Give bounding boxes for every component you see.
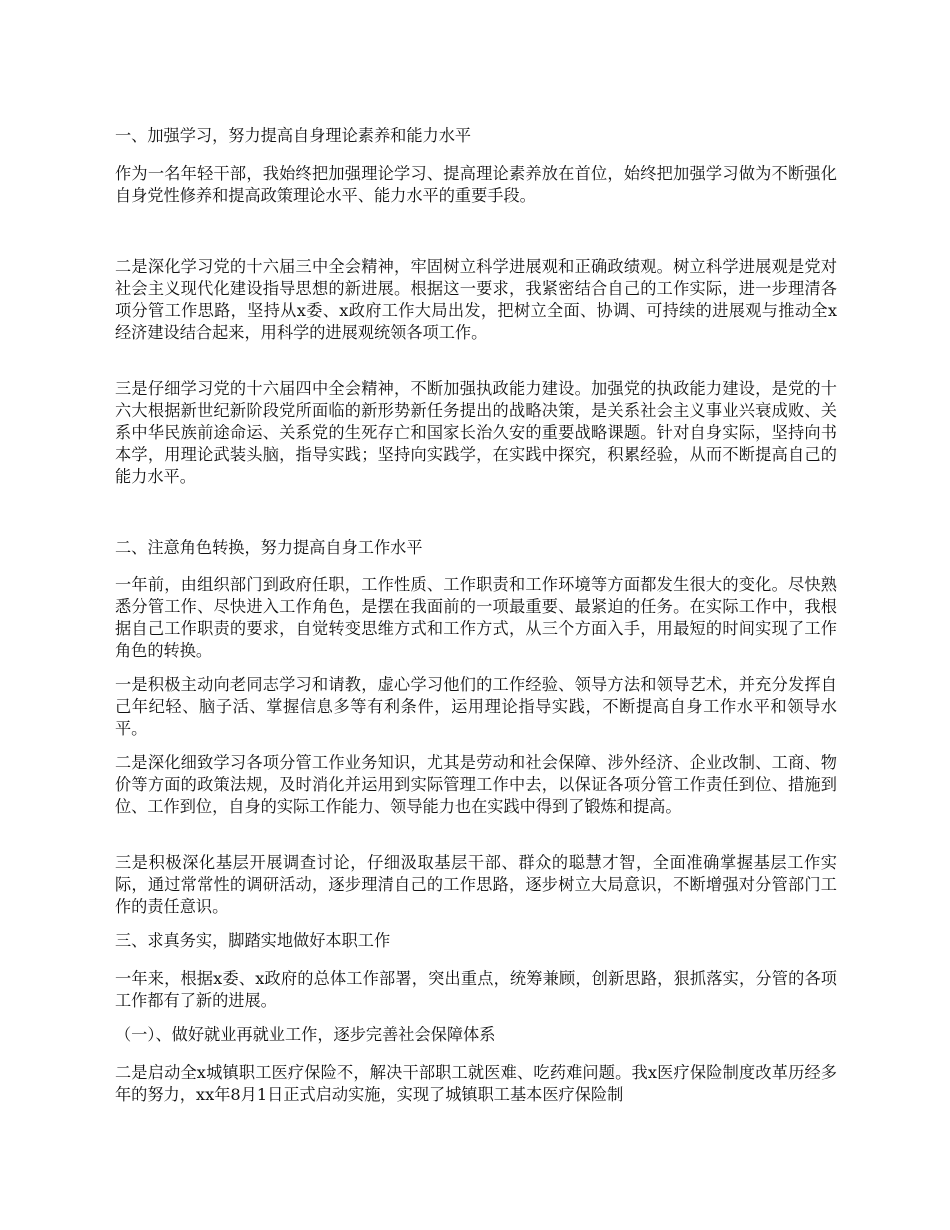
paragraph: 二是启动全x城镇职工医疗保险不，解决干部职工就医难、吃药难问题。我x医疗保险制度改革历经多年的努力，xx年8月1日正式启动实施，实现了城镇职工基本医疗保险制 xyxy=(115,1063,837,1104)
paragraph: 一是积极主动向老同志学习和请教，虚心学习他们的工作经验、领导方法和领导艺术，并充分发挥自己年纪轻、脑子活、掌握信息多等有利条件，运用理论指导实践，不断提高自身工作水平和领导水平。 xyxy=(115,675,837,738)
paragraph: 三是仔细学习党的十六届四中全会精神，不断加强执政能力建设。加强党的执政能力建设，是党的十六大根据新世纪新阶段党所面临的新形势新任务提出的战略决策，是关系社会主义事业兴衰成败、关系中华民族前途命运、关系党的生死存亡和国家长治久安的重要战略课题。针对自身实际，坚持向书本学，用理论武装头脑，指导实践；坚持向实践学，在实践中探究，积累经验，从而不断提高自己的能力水平。 xyxy=(115,379,837,486)
section-heading-3: 三、求真务实，脚踏实地做好本职工作 xyxy=(115,931,391,950)
paragraph: 作为一名年轻干部，我始终把加强理论学习、提高理论素养放在首位，始终把加强学习做为不断强化自身党性修养和提高政策理论水平、能力水平的重要手段。 xyxy=(115,164,837,205)
paragraph: 二是深化细致学习各项分管工作业务知识，尤其是劳动和社会保障、涉外经济、企业改制、工商、物价等方面的政策法规，及时消化并运用到实际管理工作中去，以保证各项分管工作责任到位、措施到位、工作到位，自身的实际工作能力、领导能力也在实践中得到了锻炼和提高。 xyxy=(115,753,837,816)
section-heading-2: 二、注意角色转换，努力提高自身工作水平 xyxy=(115,538,423,557)
paragraph: 三是积极深化基层开展调查讨论，仔细汲取基层干部、群众的聪慧才智，全面准确掌握基层工作实际，通过常常性的调研活动，逐步理清自己的工作思路，逐步树立大局意识，不断增强对分管部门工作的责任意识。 xyxy=(115,853,837,916)
paragraph: 一年前，由组织部门到政府任职，工作性质、工作职责和工作环境等方面都发生很大的变化。尽快熟悉分管工作、尽快进入工作角色，是摆在我面前的一项最重要、最紧迫的任务。在实际工作中，我根据自己工作职责的要求，自觉转变思维方式和工作方式，从三个方面入手，用最短的时间实现了工作角色的转换。 xyxy=(115,575,837,660)
paragraph: 一年来，根据x委、x政府的总体工作部署，突出重点，统筹兼顾，创新思路，狠抓落实，分管的各项工作都有了新的进展。 xyxy=(115,969,837,1010)
paragraph: 二是深化学习党的十六届三中全会精神，牢固树立科学进展观和正确政绩观。树立科学进展观是党对社会主义现代化建设指导思想的新进展。根据这一要求，我紧密结合自己的工作实际，进一步理清各项分管工作思路，坚持从x委、x政府工作大局出发，把树立全面、协调、可持续的进展观与推动全x经济建设结合起来，用科学的进展观统领各项工作。 xyxy=(115,257,837,342)
section-heading-1: 一、加强学习，努力提高自身理论素养和能力水平 xyxy=(115,126,472,145)
subsection-heading: （一）、做好就业再就业工作，逐步完善社会保障体系 xyxy=(115,1025,496,1044)
